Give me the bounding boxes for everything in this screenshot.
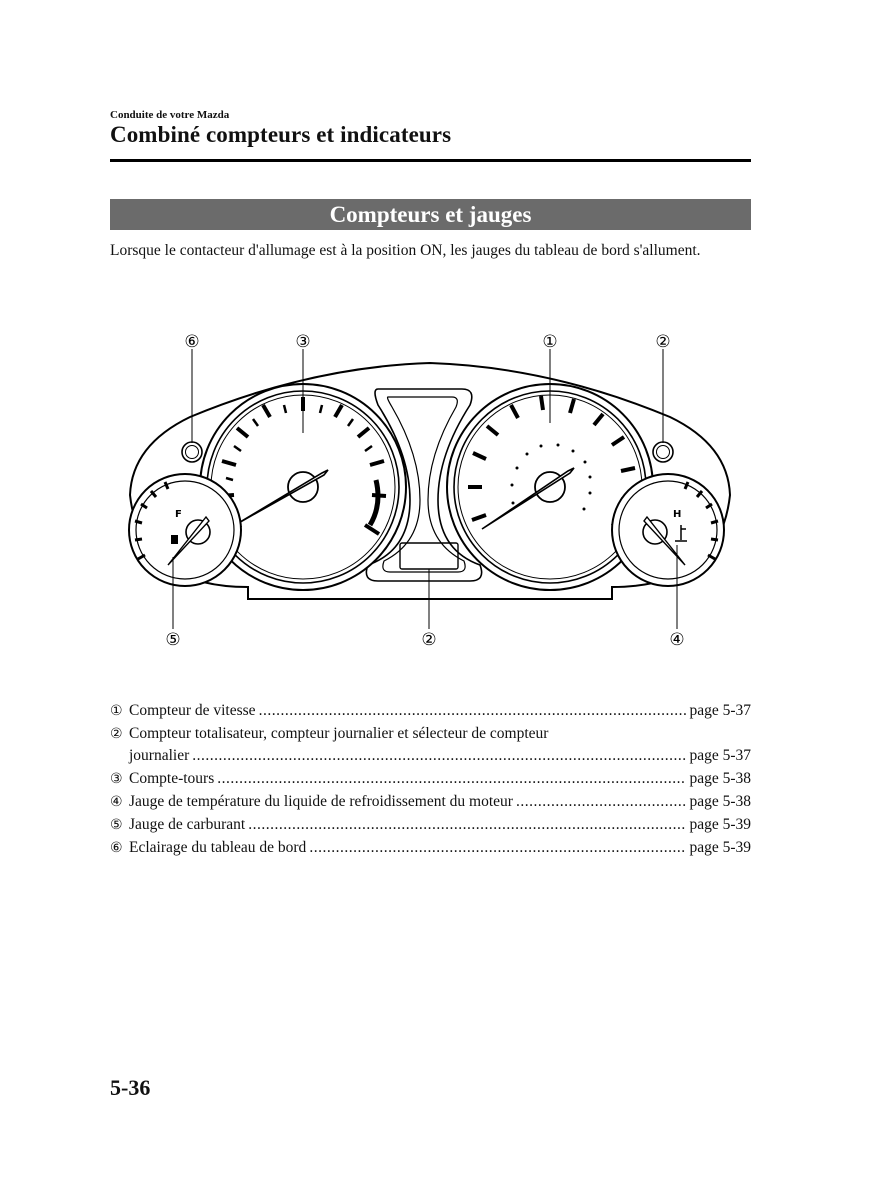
callout-2: ② [421,630,437,650]
leader-dots [248,816,686,834]
legend-item-speedometer [110,702,751,725]
section-heading: Compteurs et jauges [110,199,751,230]
legend-item-odometer [110,725,751,747]
legend-number: ⑤ [110,817,123,833]
legend-number: ④ [110,794,123,810]
page-number: 5-36 [110,1075,151,1100]
temp-hot-mark: H [673,509,682,520]
header-rule [110,159,751,162]
legend-label: Compteur totalisateur, compteur journalier et sélecteur de compteur [129,725,549,742]
callout-2-top: ② [655,332,671,352]
legend-number: ③ [110,771,123,787]
legend-item-odometer-cont [110,747,751,770]
page-title: Combiné compteurs et indicateurs [110,122,452,147]
leader-dots [516,793,687,811]
callout-4: ④ [669,630,685,650]
fuel-full-mark: F [175,509,182,520]
fuel-pump-icon [171,535,178,544]
chapter-title: Conduite de votre Mazda [110,109,230,121]
legend-label: Jauge de carburant [129,816,246,833]
legend-item-fuel [110,816,751,839]
legend-item-illumination [110,839,751,862]
legend-item-tachometer [110,770,751,793]
legend-label: Eclairage du tableau de bord [129,839,307,856]
leader-dots [259,702,687,720]
callout-5: ⑤ [165,630,181,650]
callout-1: ① [542,332,558,352]
legend-number: ② [110,726,123,742]
odometer-display [400,543,458,569]
legend-label-cont: journalier [129,747,190,764]
instrument-cluster-figure [120,325,740,665]
legend-number: ① [110,703,123,719]
page-reference-link[interactable]: page 5-38 [689,793,751,810]
legend-number: ⑥ [110,840,123,856]
leader-dots [192,747,686,765]
legend-label: Compte-tours [129,770,215,787]
page-reference-link[interactable]: page 5-37 [689,702,751,719]
callout-6: ⑥ [184,332,200,352]
page-reference-link[interactable]: page 5-39 [689,839,751,856]
page-reference-link[interactable]: page 5-38 [689,770,751,787]
legend-list [110,702,751,862]
page-reference-link[interactable]: page 5-39 [689,816,751,833]
temperature-gauge [612,474,724,586]
intro-paragraph: Lorsque le contacteur d'allumage est à la position ON, les jauges du tableau de bord s'allument. [110,242,701,259]
fuel-gauge [129,474,241,586]
leader-dots [217,770,686,788]
instrument-cluster-illustration [120,325,740,660]
callout-3: ③ [295,332,311,352]
leader-dots [309,839,686,857]
legend-item-temperature [110,793,751,816]
legend-label: Jauge de température du liquide de refroidissement du moteur [129,793,513,810]
page-reference-link[interactable]: page 5-37 [689,747,751,764]
legend-label: Compteur de vitesse [129,702,256,719]
